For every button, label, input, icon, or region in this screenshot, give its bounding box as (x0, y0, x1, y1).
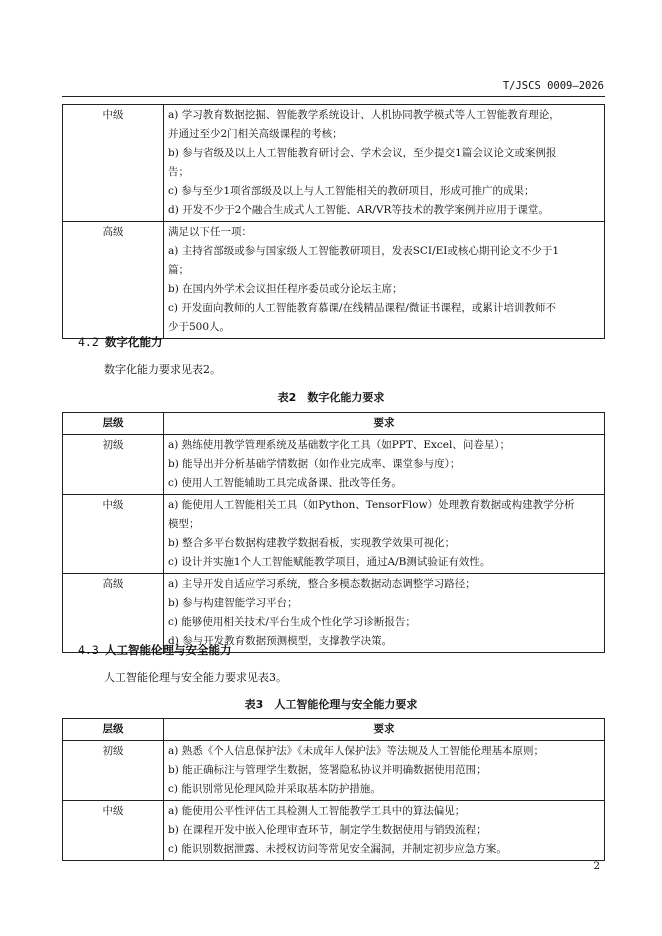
level-cell: 初级 (63, 435, 164, 495)
table-header-row (63, 413, 605, 435)
requirement-line: 模型； (168, 518, 200, 530)
requirement-cell (164, 105, 605, 222)
header-level: 层级 (63, 413, 164, 435)
requirement-line: c) 设计并实施1个人工智能赋能教学项目，通过A/B测试验证有效性。 (168, 556, 491, 568)
table-caption: 表3 人工智能伦理与安全能力要求 (244, 698, 418, 711)
requirement-line: a) 能使用人工智能相关工具（如Python、TensorFlow）处理教育数据或构建教学分析 (168, 499, 575, 511)
table-row (63, 495, 605, 574)
table-header-row (63, 719, 605, 741)
requirement-line: b) 能正确标注与管理学生数据，签署隐私协议并明确数据使用范围； (168, 764, 487, 776)
section-intro: 数字化能力要求见表2。 (104, 363, 221, 376)
section-heading-4-2 (78, 334, 163, 350)
requirement-line: a) 学习教育数据挖掘、智能教学系统设计、人机协同教学模式等人工智能教育理论， (168, 109, 560, 121)
level-cell: 初级 (63, 741, 164, 801)
table-row (63, 741, 605, 801)
table-1-continuation (62, 104, 605, 339)
header-requirement: 要求 (164, 413, 605, 435)
section-heading-4-3 (78, 642, 232, 658)
level-cell: 中级 (63, 801, 164, 861)
requirement-cell (164, 801, 605, 861)
level-cell: 中级 (63, 105, 164, 222)
header-requirement: 要求 (164, 719, 605, 741)
requirement-line: d) 开发不少于2个融合生成式人工智能、AR/VR等技术的教学案例并应用于课堂。 (168, 204, 549, 216)
table-3 (62, 718, 605, 861)
requirement-line: b) 在国内外学术会议担任程序委员或分论坛主席； (168, 283, 403, 295)
requirement-line: c) 使用人工智能辅助工具完成备课、批改等任务。 (168, 477, 402, 489)
header-level: 层级 (63, 719, 164, 741)
requirement-cell (164, 435, 605, 495)
table-row (63, 801, 605, 861)
header-rule (62, 96, 605, 97)
requirement-line: 并通过至少2门相关高级课程的考核； (168, 128, 343, 140)
level-cell: 高级 (63, 574, 164, 653)
level-cell: 高级 (63, 222, 164, 339)
requirement-cell (164, 495, 605, 574)
table-caption: 表2 数字化能力要求 (277, 391, 385, 404)
requirement-line: 满足以下任一项： (168, 226, 252, 238)
requirement-line: c) 能够使用相关技术/平台生成个性化学习诊断报告； (168, 616, 416, 628)
page-number: 2 (593, 860, 600, 872)
section-title: 数字化能力 (105, 335, 163, 349)
table-row (63, 222, 605, 339)
requirement-line: 少于500人。 (168, 321, 231, 333)
table-row (63, 574, 605, 653)
requirement-line: a) 主持省部级或参与国家级人工智能教研项目，发表SCI/EI或核心期刊论文不少于1 (168, 245, 560, 257)
requirement-line: c) 参与至少1项省部级及以上与人工智能相关的教研项目，形成可推广的成果； (168, 185, 535, 197)
requirement-cell (164, 222, 605, 339)
requirement-line: 篇； (168, 264, 189, 276)
requirement-line: a) 能使用公平性评估工具检测人工智能教学工具中的算法偏见； (168, 805, 466, 817)
table-row (63, 105, 605, 222)
requirement-line: b) 在课程开发中嵌入伦理审查环节，制定学生数据使用与销毁流程； (168, 824, 487, 836)
section-number: 4.2 (78, 335, 99, 349)
requirement-line: 告； (168, 166, 189, 178)
requirement-line: c) 能识别常见伦理风险并采取基本防护措施。 (168, 783, 381, 795)
requirement-line: a) 主导开发自适应学习系统，整合多模态数据动态调整学习路径； (168, 578, 476, 590)
level-cell: 中级 (63, 495, 164, 574)
requirement-cell (164, 741, 605, 801)
section-title: 人工智能伦理与安全能力 (105, 643, 232, 657)
table-2 (62, 412, 605, 653)
section-intro: 人工智能伦理与安全能力要求见表3。 (104, 671, 287, 684)
requirement-line: b) 参与省级及以上人工智能教育研讨会、学术会议，至少提交1篇会议论文或案例报 (168, 147, 557, 159)
requirement-line: b) 参与构建智能学习平台； (168, 597, 298, 609)
requirement-line: c) 能识别数据泄露、未授权访问等常见安全漏洞，并制定初步应急方案。 (168, 843, 507, 855)
table-row (63, 435, 605, 495)
requirement-line: b) 整合多平台数据构建教学数据看板，实现教学效果可视化； (168, 537, 456, 549)
section-number: 4.3 (78, 643, 99, 657)
document-id: T/JSCS 0009—2026 (502, 80, 604, 92)
requirement-line: a) 熟练使用教学管理系统及基础数字化工具（如PPT、Excel、问卷星）； (168, 439, 511, 451)
requirement-line: a) 熟悉《个人信息保护法》《未成年人保护法》等法规及人工智能伦理基本原则； (168, 745, 544, 757)
requirement-cell (164, 574, 605, 653)
requirement-line: b) 能导出并分析基础学情数据（如作业完成率、课堂参与度）； (168, 458, 461, 470)
requirement-line: d) 参与开发教育数据预测模型，支撑教学决策。 (168, 635, 393, 647)
requirement-line: c) 开发面向教师的人工智能教育慕课/在线精品课程/微证书课程，或累计培训教师不 (168, 302, 556, 314)
